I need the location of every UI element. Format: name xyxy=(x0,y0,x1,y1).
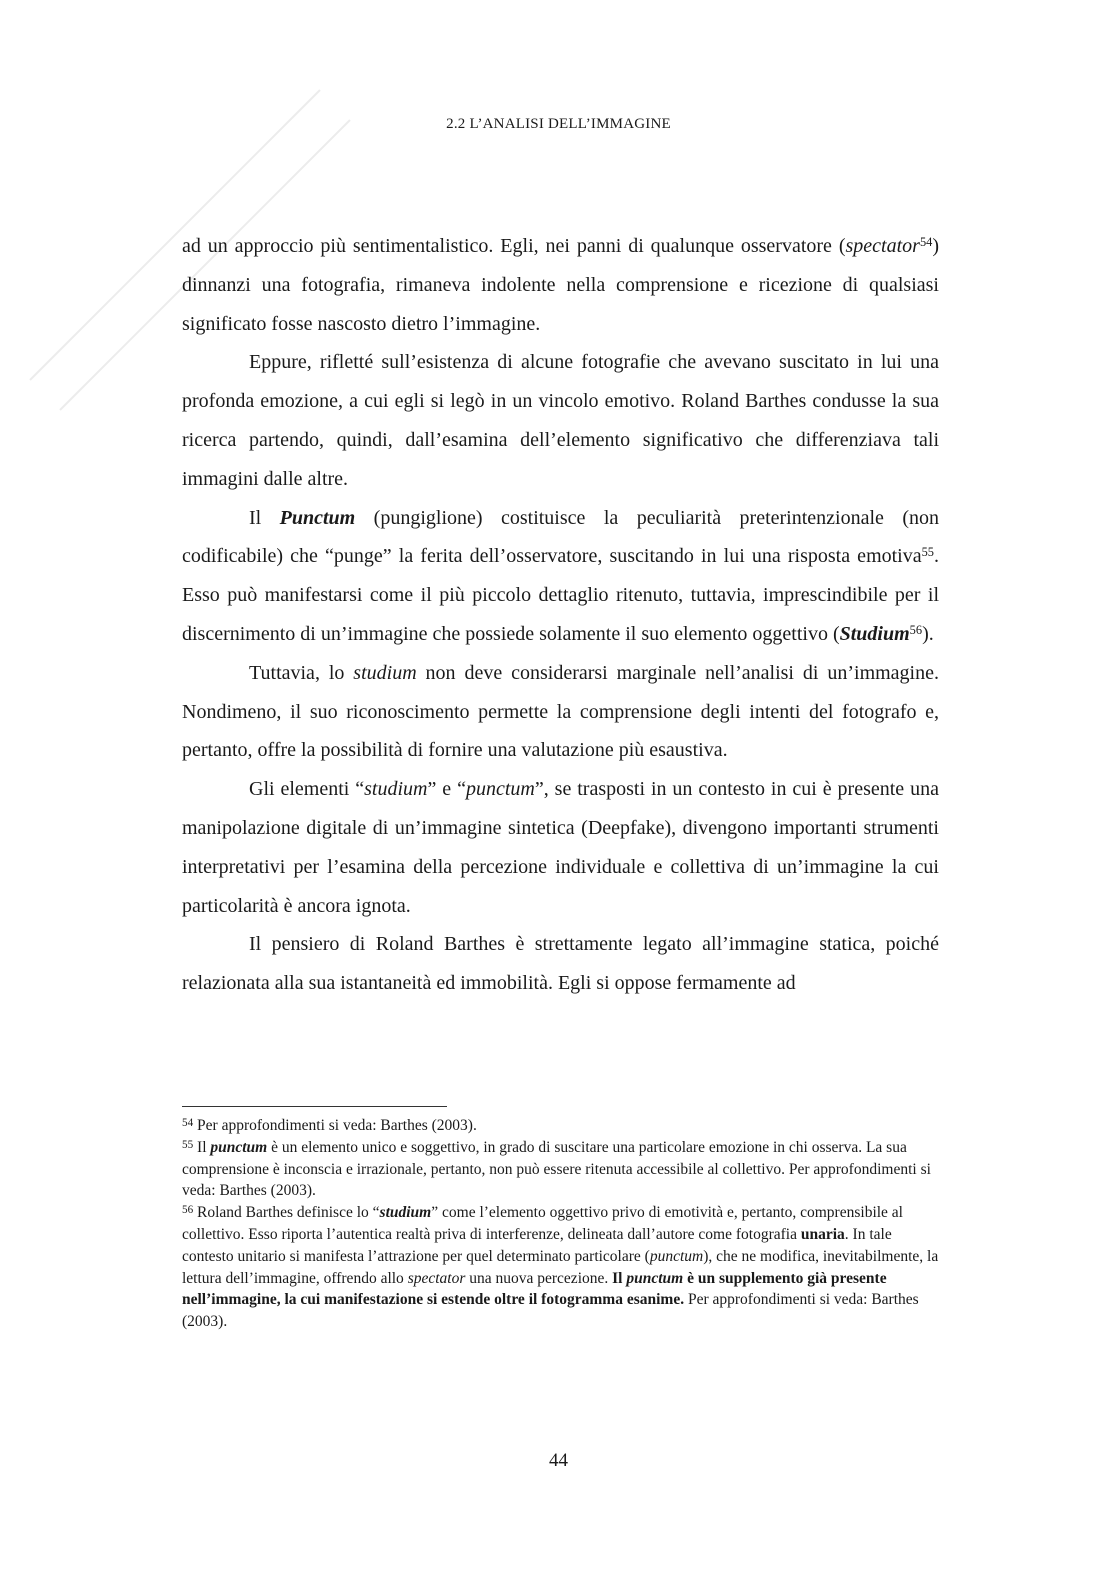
paragraph-6: Il pensiero di Roland Barthes è strettamente legato all’immagine statica, poiché relazionata alla sua istantaneità ed immobilità. Egli si oppose fermamente ad xyxy=(182,933,939,995)
page-number: 44 xyxy=(549,1450,568,1471)
footnote-54: $^{54}$ Per approfondimenti si veda: Barthes (2003). xyxy=(182,1117,477,1134)
running-header: 2.2 L’ANALISI DELL’IMMAGINE xyxy=(446,116,671,132)
footnote-55: $^{55}$ Il punctum è un elemento unico e soggettivo, in grado di suscitare una particolare emozione in chi osserva. La sua comprensione è inconscia e irrazionale, pertanto, non può essere ritenuta accessibile al collettivo. Per approfondimenti si veda: Barthes (2003). xyxy=(182,1138,931,1200)
footnote-separator xyxy=(182,1106,447,1107)
footnote-ref-54[interactable]: 54 xyxy=(919,234,933,249)
paragraph-3: Il Punctum (pungiglione) costituisce la peculiarità preterintenzionale (non codificabile) che “punge” la ferita dell’osservatore, suscitando in lui una risposta emotiva$^{55}$. Esso può manifestarsi come il più piccolo dettaglio ritenuto, tuttavia, imprescindibile per il discernimento di un’immagine che possiede solamente il suo elemento oggettivo (Studium$^{56}$). xyxy=(182,506,939,645)
paragraph-1: ad un approccio più sentimentalistico. Egli, nei panni di qualunque osservatore (spectator$^{54}$) dinnanzi una fotografia, rimaneva indolente nella comprensione e ricezione di qualsiasi significato fosse nascosto dietro l’immagine. xyxy=(182,234,939,335)
footnote-ref-55[interactable]: 55 xyxy=(921,545,934,560)
paragraph-4: Tuttavia, lo studium non deve considerarsi marginale nell’analisi di un’immagine. Nondimeno, il suo riconoscimento permette la comprensione degli intenti del fotografo e, pertanto, offre la possibilità di fornire una valutazione più esaustiva. xyxy=(182,661,939,762)
footnotes xyxy=(182,1115,939,1333)
footnote-ref-56[interactable]: 56 xyxy=(909,622,923,637)
paragraph-2: Eppure, rifletté sull’esistenza di alcune fotografie che avevano suscitato in lui una profonda emozione, a cui egli si legò in un vincolo emotivo. Roland Barthes condusse la sua ricerca partendo, quindi, dall’esamina dell’elemento significativo che differenziava tali immagini dalle altre. xyxy=(182,351,939,490)
paragraph-5: Gli elementi “studium” e “punctum”, se trasposti in un contesto in cui è presente una manipolazione digitale di un’immagine sintetica (Deepfake), divengono importanti strumenti interpretativi per l’esamina della percezione individuale e collettiva di un’immagine la cui particolarità è ancora ignota. xyxy=(182,778,939,917)
body-text xyxy=(182,227,939,1003)
footnote-56: $^{56}$ Roland Barthes definisce lo “studium” come l’elemento oggettivo privo di emotività e, pertanto, comprensibile al collettivo. Esso riporta l’autentica realtà priva di interferenze, delineata dall’autore come fotografia unaria. In tale contesto unitario si manifesta l’attrazione per quel determinato particolare (punctum), che ne modifica, inevitabilmente, la lettura dell’immagine, offrendo allo spectator una nuova percezione. Il punctum è un supplemento già presente nell’immagine, la cui manifestazione si estende oltre il fotogramma esanime. Per approfondimenti si veda: Barthes (2003). xyxy=(182,1204,939,1331)
